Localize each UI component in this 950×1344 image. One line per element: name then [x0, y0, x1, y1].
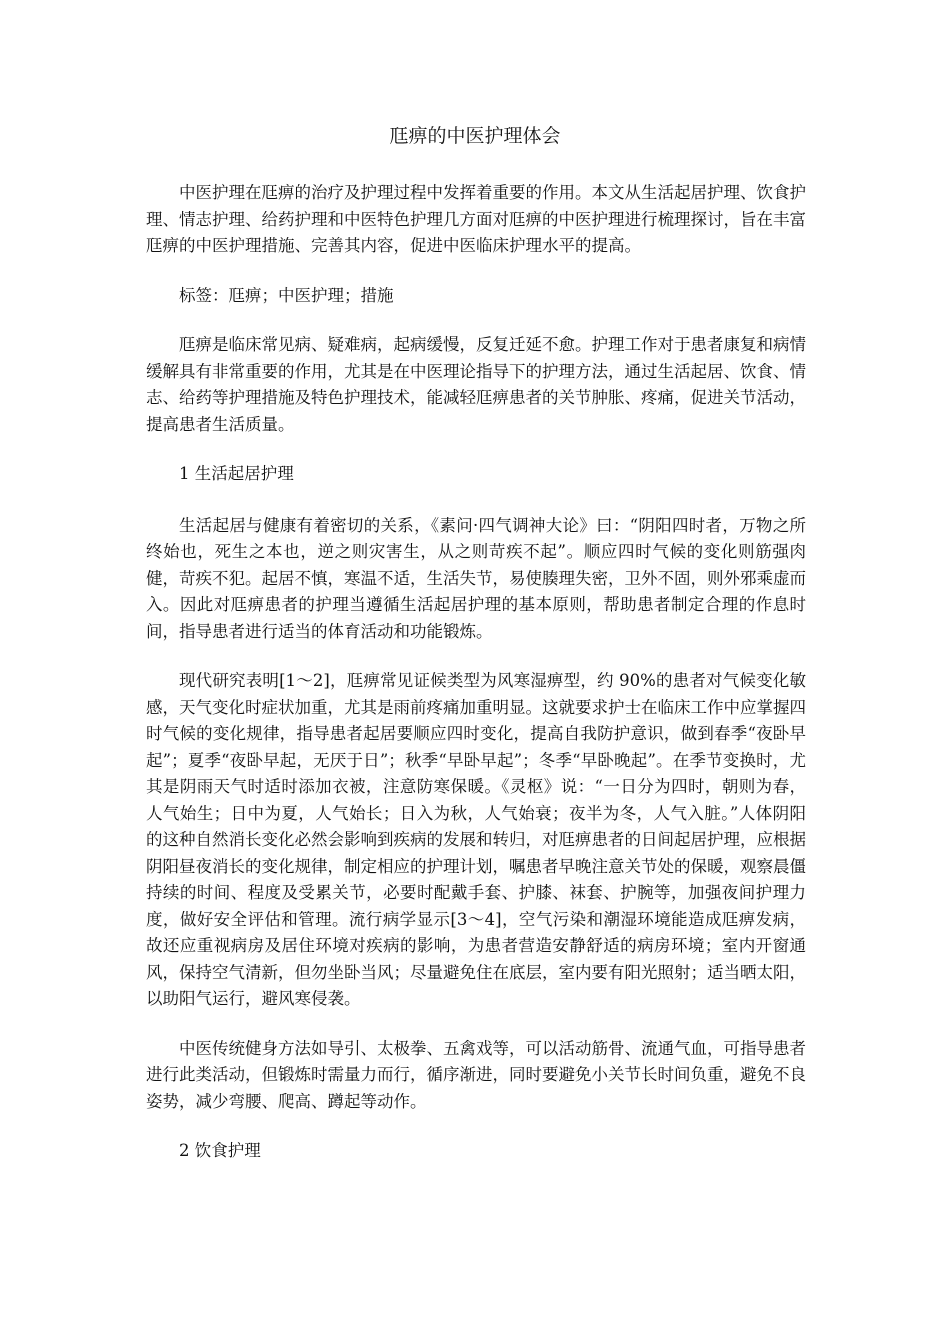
body-paragraph: 生活起居与健康有着密切的关系，《素问·四气调神大论》曰：“阴阳四时者，万物之所终始也，死生之本也，逆之则灾害生，从之则苛疾不起”。顺应四时气候的变化则筋强肉健，苛疾不犯。起居不慎，寒温不适，生活失节，易使腠理失密，卫外不固，则外邪乘虚而入。因此对尫痹患者的护理当遵循生活起居护理的基本原则，帮助患者制定合理的作息时间，指导患者进行适当的体育活动和功能锻炼。	[146, 515, 806, 641]
document-body	[146, 180, 806, 1190]
document-title: 尫痹的中医护理体会	[389, 125, 561, 147]
intro-paragraph: 尫痹是临床常见病、疑难病，起病缓慢，反复迁延不愈。护理工作对于患者康复和病情缓解具有非常重要的作用，尤其是在中医理论指导下的护理方法，通过生活起居、饮食、情志、给药等护理措施及特色护理技术，能减轻尫痹患者的关节肿胀、疼痛，促进关节活动，提高患者生活质量。	[146, 335, 806, 434]
body-paragraph: 现代研究表明[1～2]，尫痹常见证候类型为风寒湿痹型，约 90%的患者对气候变化敏感，天气变化时症状加重，尤其是雨前疼痛加重明显。这就要求护士在临床工作中应掌握四时气候的变化规律，指导患者起居要顺应四时变化，提高自我防护意识，做到春季“夜卧早起”；夏季“夜卧早起，无厌于日”；秋季“早卧早起”；冬季“早卧晚起”。在季节变换时，尤其是阴雨天气时适时添加衣被，注意防寒保暖。《灵枢》说：“一日分为四时，朝则为春，人气始生；日中为夏，人气始长；日入为秋，人气始衰；夜半为冬，人气入脏。”人体阴阳的这种自然消长变化必然会影响到疾病的发展和转归，对尫痹患者的日间起居护理，应根据阴阳昼夜消长的变化规律，制定相应的护理计划，嘱患者早晚注意关节处的保暖，观察晨僵持续的时间、程度及受累关节，必要时配戴手套、护膝、袜套、护腕等，加强夜间护理力度，做好安全评估和管理。流行病学显示[3～4]，空气污染和潮湿环境能造成尫痹发病，故还应重视病房及居住环境对疾病的影响，为患者营造安静舒适的病房环境；室内开窗通风，保持空气清新，但勿坐卧当风；尽量避免住在底层，室内要有阳光照射；适当晒太阳，以助阳气运行，避风寒侵袭。	[146, 671, 806, 1008]
body-paragraph: 中医传统健身方法如导引、太极拳、五禽戏等，可以活动筋骨、流通气血，可指导患者进行此类活动，但锻炼时需量力而行，循序渐进，同时要避免小关节长时间负重，避免不良姿势，减少弯腰、爬高、蹲起等动作。	[146, 1038, 806, 1111]
abstract-paragraph: 中医护理在尫痹的治疗及护理过程中发挥着重要的作用。本文从生活起居护理、饮食护理、情志护理、给药护理和中医特色护理几方面对尫痹的中医护理进行梳理探讨，旨在丰富尫痹的中医护理措施、完善其内容，促进中医临床护理水平的提高。	[146, 183, 806, 255]
section-heading-2: 2 饮食护理	[179, 1141, 261, 1160]
keywords-paragraph: 标签：尫痹；中医护理；措施	[179, 285, 394, 305]
section-heading-1: 1 生活起居护理	[179, 464, 294, 483]
